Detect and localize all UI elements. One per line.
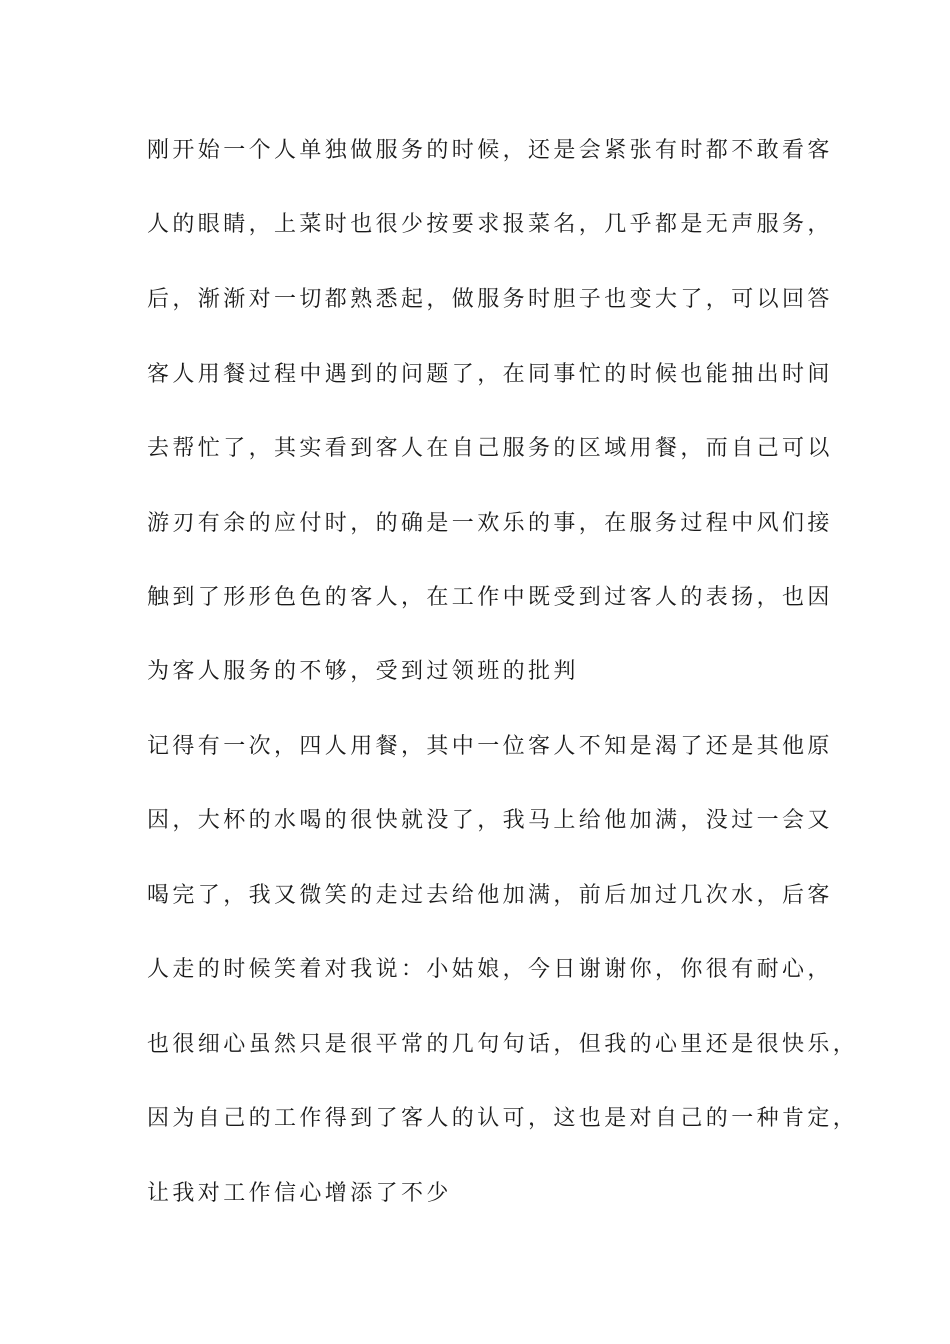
text-line: 为客人服务的不够，受到过领班的批判 xyxy=(147,659,579,684)
text-line: 触到了形形色色的客人，在工作中既受到过客人的表扬，也因 xyxy=(147,585,833,610)
text-line: 客人用餐过程中遇到的问题了，在同事忙的时候也能抽出时间 xyxy=(147,362,833,387)
text-line: 人的眼睛，上菜时也很少按要求报菜名，几乎都是无声服务， xyxy=(147,212,833,237)
text-line: 因，大杯的水喝的很快就没了，我马上给他加满，没过一会又 xyxy=(147,808,833,833)
text-line: 因为自己的工作得到了客人的认可，这也是对自己的一种肯定， xyxy=(147,1106,859,1131)
text-line: 人走的时候笑着对我说：小姑娘，今日谢谢你，你很有耐心， xyxy=(147,957,833,982)
text-line: 也很细心虽然只是很平常的几句句话，但我的心里还是很快乐， xyxy=(147,1032,859,1057)
text-line: 后，渐渐对一切都熟悉起，做服务时胆子也变大了，可以回答 xyxy=(147,287,833,312)
text-line: 记得有一次，四人用餐，其中一位客人不知是渴了还是其他原 xyxy=(147,734,833,759)
text-line: 刚开始一个人单独做服务的时候，还是会紧张有时都不敢看客 xyxy=(147,138,833,163)
text-line: 去帮忙了，其实看到客人在自己服务的区域用餐，而自己可以 xyxy=(147,436,833,461)
text-line: 让我对工作信心增添了不少 xyxy=(147,1181,452,1206)
text-line: 游刃有余的应付时，的确是一欢乐的事，在服务过程中风们接 xyxy=(147,511,833,536)
text-line: 喝完了，我又微笑的走过去给他加满，前后加过几次水，后客 xyxy=(147,883,833,908)
